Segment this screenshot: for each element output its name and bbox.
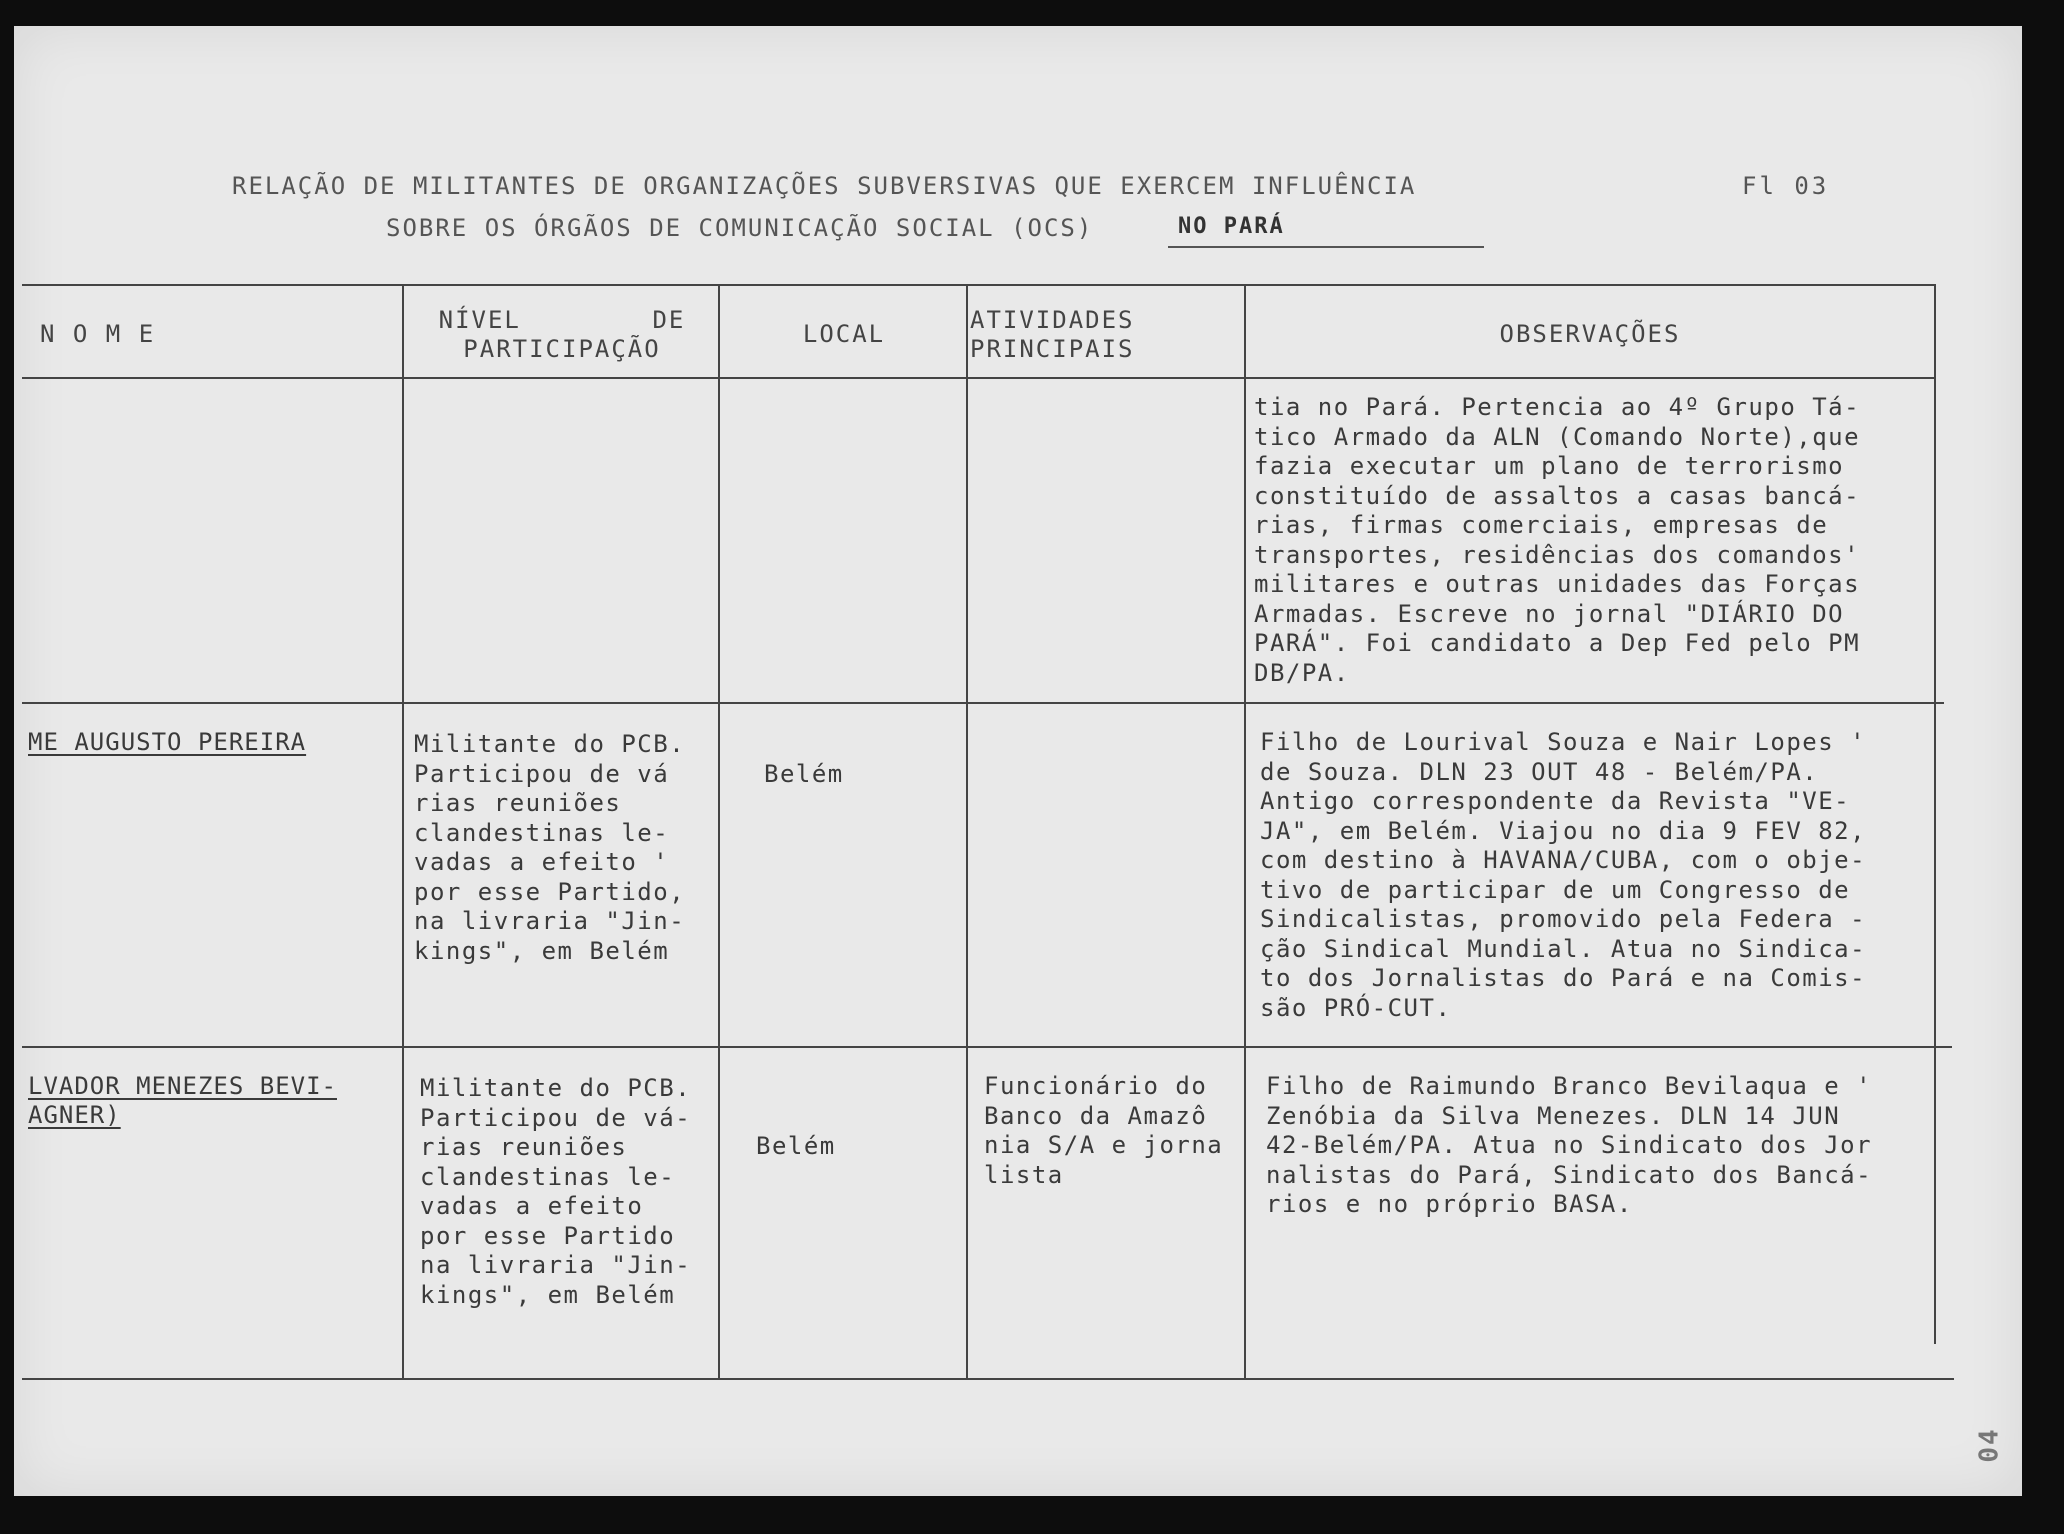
col-divider-3 [966, 284, 968, 1378]
column-header-atividades: ATIVIDADES PRINCIPAIS [970, 306, 1135, 363]
row-1-observacoes: tia no Pará. Pertencia ao 4º Grupo Tá- tico Armado da ALN (Comando Norte),que fazia executar um plano de terrorismo constituído de assaltos a casas bancá- rias, firmas comerciais, empresas de transportes, residências dos comandos' militares e outras unidades das Forças Armadas. Escreve no jornal "DIÁRIO DO PARÁ". Foi candidato a Dep Fed pelo PM DB/PA. [1254, 393, 1861, 687]
row-2-nivel: Militante do PCB. Participou de vá rias reuniões clandestinas le- vadas a efeito ' por esse Partido, na livraria "Jin- kings", em Belém [414, 730, 686, 965]
col-divider-2 [718, 284, 720, 1378]
document-title-line-2: SOBRE OS ÓRGÃOS DE COMUNICAÇÃO SOCIAL (OCS) [386, 214, 1094, 242]
row-2-local: Belém [764, 760, 844, 788]
document-title-line-1: RELAÇÃO DE MILITANTES DE ORGANIZAÇÕES SUBVERSIVAS QUE EXERCEM INFLUÊNCIA [232, 172, 1417, 200]
column-header-nome: N O M E [40, 320, 156, 348]
column-header-nivel: NÍVEL DE PARTICIPAÇÃO [438, 306, 686, 363]
folio-number: Fl 03 [1742, 172, 1830, 200]
row-3-atividades: Funcionário do Banco da Amazô nia S/A e jorna lista [984, 1072, 1224, 1189]
column-header-local: LOCAL [802, 320, 886, 348]
col-divider-4 [1244, 284, 1246, 1378]
margin-page-number: 04 [1974, 1427, 2005, 1463]
row-3-nome: LVADOR MENEZES BEVI- AGNER) [28, 1072, 337, 1129]
table-top-border [22, 284, 1934, 286]
col-divider-1 [402, 284, 404, 1378]
row-3-nivel: Militante do PCB. Participou de vá- rias reuniões clandestinas le- vadas a efeito por esse Partido na livraria "Jin- kings", em Belém [420, 1074, 692, 1309]
table-right-border [1934, 284, 1936, 1344]
state-stamp: NO PARÁ [1178, 214, 1285, 239]
row-3-local: Belém [756, 1132, 836, 1160]
row-3-observacoes: Filho de Raimundo Branco Bevilaqua e ' Zenóbia da Silva Menezes. DLN 14 JUN 42-Belém/PA. Atua no Sindicato dos Jor nalistas do Pará, Sindicato dos Bancá- rios e no próprio BASA. [1266, 1072, 1873, 1218]
table-bottom-border [22, 1378, 1954, 1380]
row-1-bottom-border [22, 702, 1944, 704]
title-underline [1168, 246, 1484, 248]
row-2-observacoes: Filho de Lourival Souza e Nair Lopes ' de Souza. DLN 23 OUT 48 - Belém/PA. Antigo correspondente da Revista "VE- JA", em Belém. Viajou no dia 9 FEV 82, com destino à HAVANA/CUBA, com o obje- tivo de participar de um Congresso de Sindicalistas, promovido pela Federa - ção Sindical Mundial. Atua no Sindica- to dos Jornalistas do Pará e na Comis- são PRÓ-CUT. [1260, 728, 1867, 1022]
header-bottom-border [22, 377, 1934, 379]
row-2-bottom-border [22, 1046, 1952, 1048]
row-2-nome: ME AUGUSTO PEREIRA [28, 728, 307, 756]
column-header-observacoes: OBSERVAÇÕES [1499, 320, 1681, 348]
